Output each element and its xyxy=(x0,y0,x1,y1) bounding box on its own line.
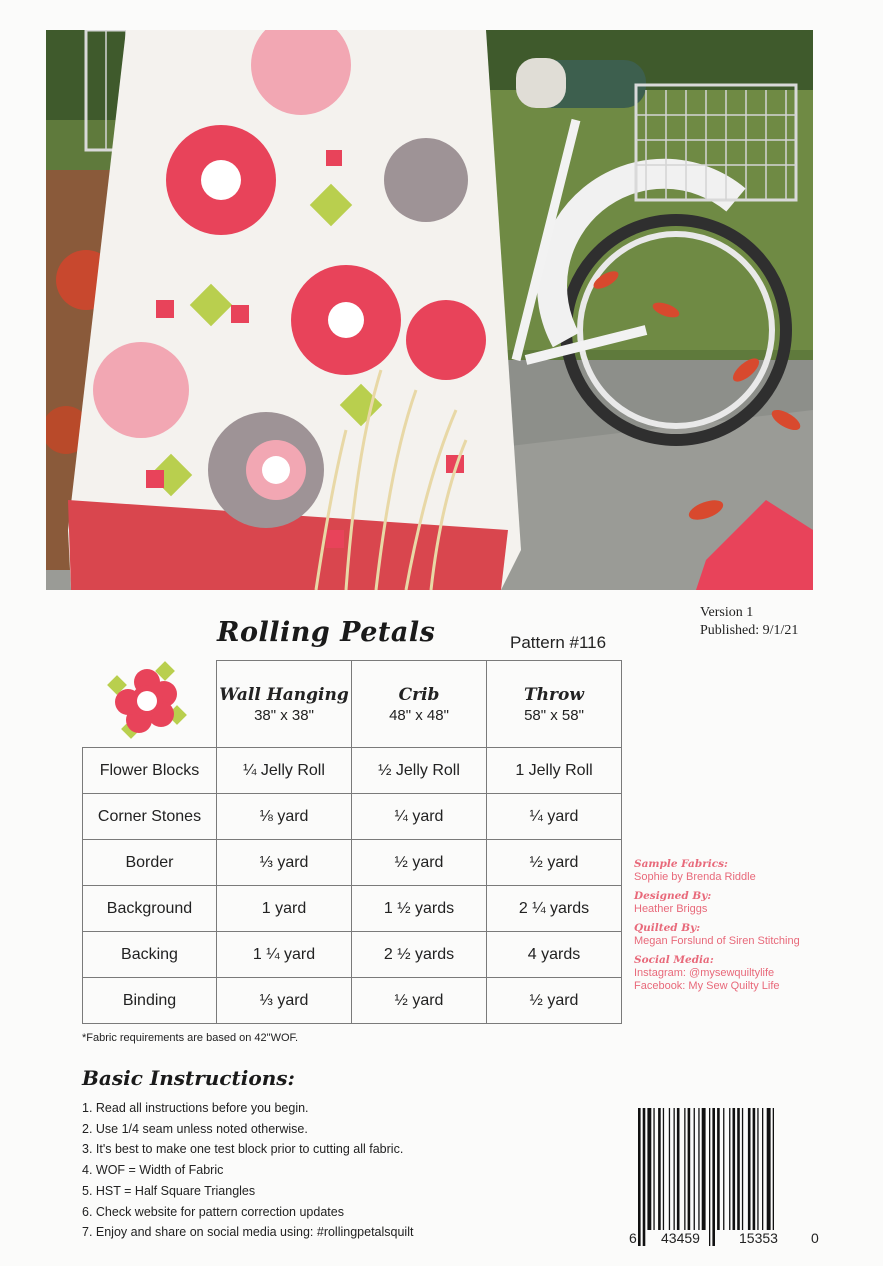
table-row xyxy=(83,840,622,886)
version-line: Version 1 xyxy=(700,605,754,620)
table-cell: ½ yard xyxy=(487,978,622,1024)
table-cell: ⅓ yard xyxy=(217,840,352,886)
list-item: 7. Enjoy and share on social media using: #rollingpetalsquilt xyxy=(82,1225,414,1240)
barcode-bar xyxy=(638,1108,641,1246)
barcode-bar xyxy=(684,1108,685,1230)
table-row xyxy=(83,932,622,978)
row-label: Backing xyxy=(83,932,217,978)
barcode-bar xyxy=(757,1108,758,1230)
table-cell: 1 Jelly Roll xyxy=(487,748,622,794)
flower-logo-icon xyxy=(106,660,188,742)
credits xyxy=(634,858,864,999)
table-cell: ½ yard xyxy=(487,840,622,886)
barcode-bar xyxy=(669,1108,670,1230)
barcode-digits xyxy=(628,1230,820,1246)
version-info xyxy=(700,604,870,640)
table-cell: 2 ¼ yards xyxy=(487,886,622,932)
barcode-bar xyxy=(674,1108,675,1230)
credit-social-media xyxy=(634,954,864,993)
credit-label: Sample Fabrics: xyxy=(634,858,728,870)
barcode-bar xyxy=(658,1108,661,1230)
list-item: 4. WOF = Width of Fabric xyxy=(82,1163,224,1178)
column-header xyxy=(352,661,487,748)
instructions-title: Basic Instructions: xyxy=(82,1066,295,1090)
row-label: Border xyxy=(83,840,217,886)
credit-designed-by xyxy=(634,890,864,916)
barcode-bar xyxy=(773,1108,774,1246)
list-item: 5. HST = Half Square Triangles xyxy=(82,1183,256,1198)
credit-label: Designed By: xyxy=(634,890,712,902)
barcode-bar xyxy=(677,1108,680,1230)
credit-value: Heather Briggs xyxy=(634,903,708,915)
barcode-group-1: 43459 xyxy=(661,1230,700,1246)
quilt-on-bicycle-photo xyxy=(46,30,813,590)
column-name: Crib xyxy=(398,684,440,705)
table-cell: 1 ½ yards xyxy=(352,886,487,932)
row-label: Binding xyxy=(83,978,217,1024)
column-header xyxy=(487,661,622,748)
barcode-bar xyxy=(767,1108,771,1246)
instagram-handle: Instagram: @mysewquiltylife xyxy=(634,967,775,979)
barcode-bar xyxy=(729,1108,730,1230)
table-cell: ¼ Jelly Roll xyxy=(217,748,352,794)
barcode-bar xyxy=(742,1108,743,1230)
barcode-left-digit: 6 xyxy=(629,1230,637,1246)
row-label: Corner Stones xyxy=(83,794,217,840)
credit-value: Sophie by Brenda Riddle xyxy=(634,871,756,883)
barcode-bar xyxy=(702,1108,706,1230)
pattern-title: Rolling Petals xyxy=(217,617,436,648)
column-header xyxy=(217,661,352,748)
credit-quilted-by xyxy=(634,922,864,948)
table-row xyxy=(83,886,622,932)
table-cell: ½ yard xyxy=(352,840,487,886)
barcode-bar xyxy=(733,1108,736,1230)
barcode-bar xyxy=(748,1108,751,1230)
list-item: 6. Check website for pattern correction updates xyxy=(82,1204,344,1219)
cover-photo xyxy=(46,30,813,590)
barcode-bar xyxy=(712,1108,715,1246)
barcode-bar xyxy=(737,1108,740,1230)
table-cell: ⅓ yard xyxy=(217,978,352,1024)
barcode-bar xyxy=(663,1108,664,1230)
table-cell: ½ yard xyxy=(352,978,487,1024)
credit-value: Megan Forslund of Siren Stitching xyxy=(634,935,800,947)
credit-sample-fabrics xyxy=(634,858,864,884)
column-size: 38" x 38" xyxy=(254,706,314,724)
column-size: 58" x 58" xyxy=(524,706,584,724)
table-row xyxy=(83,794,622,840)
barcode-bar xyxy=(643,1108,646,1246)
list-item: 1. Read all instructions before you begin. xyxy=(82,1101,309,1115)
row-label: Flower Blocks xyxy=(83,748,217,794)
barcode-group-2: 15353 xyxy=(739,1230,778,1246)
table-cell: 4 yards xyxy=(487,932,622,978)
table-cell: 1 yard xyxy=(217,886,352,932)
pattern-number: Pattern #116 xyxy=(510,633,607,652)
table-row xyxy=(83,978,622,1024)
table-cell: 1 ¼ yard xyxy=(217,932,352,978)
barcode-bar xyxy=(762,1108,763,1230)
instructions-list xyxy=(82,1098,413,1243)
barcode-bar xyxy=(688,1108,691,1230)
list-item: 3. It's best to make one test block prior to cutting all fabric. xyxy=(82,1142,404,1157)
table-row xyxy=(83,748,622,794)
footnote: *Fabric requirements are based on 42"WOF. xyxy=(82,1032,299,1044)
barcode-bar xyxy=(753,1108,756,1230)
list-item: 2. Use 1/4 seam unless noted otherwise. xyxy=(82,1121,308,1136)
facebook-page: Facebook: My Sew Quilty Life xyxy=(634,980,780,992)
table-cell: ⅛ yard xyxy=(217,794,352,840)
row-label: Background xyxy=(83,886,217,932)
table-cell: ¼ yard xyxy=(352,794,487,840)
barcode-bar xyxy=(694,1108,695,1230)
column-name: Throw xyxy=(524,684,584,705)
barcode-bar xyxy=(709,1108,710,1246)
barcode-bar xyxy=(717,1108,720,1230)
table-cell: 2 ½ yards xyxy=(352,932,487,978)
table-cell: ¼ yard xyxy=(487,794,622,840)
column-size: 48" x 48" xyxy=(389,706,449,724)
credit-label: Quilted By: xyxy=(634,922,701,934)
credit-label: Social Media: xyxy=(634,954,714,966)
barcode-bar xyxy=(653,1108,654,1230)
barcode-bar xyxy=(723,1108,724,1230)
table-cell: ½ Jelly Roll xyxy=(352,748,487,794)
barcode-bar xyxy=(698,1108,699,1230)
column-name: Wall Hanging xyxy=(219,684,349,705)
barcode-bar xyxy=(647,1108,651,1230)
published-date: Published: 9/1/21 xyxy=(700,623,799,638)
barcode-right-digit: 0 xyxy=(811,1230,819,1246)
barcode xyxy=(628,1108,820,1246)
